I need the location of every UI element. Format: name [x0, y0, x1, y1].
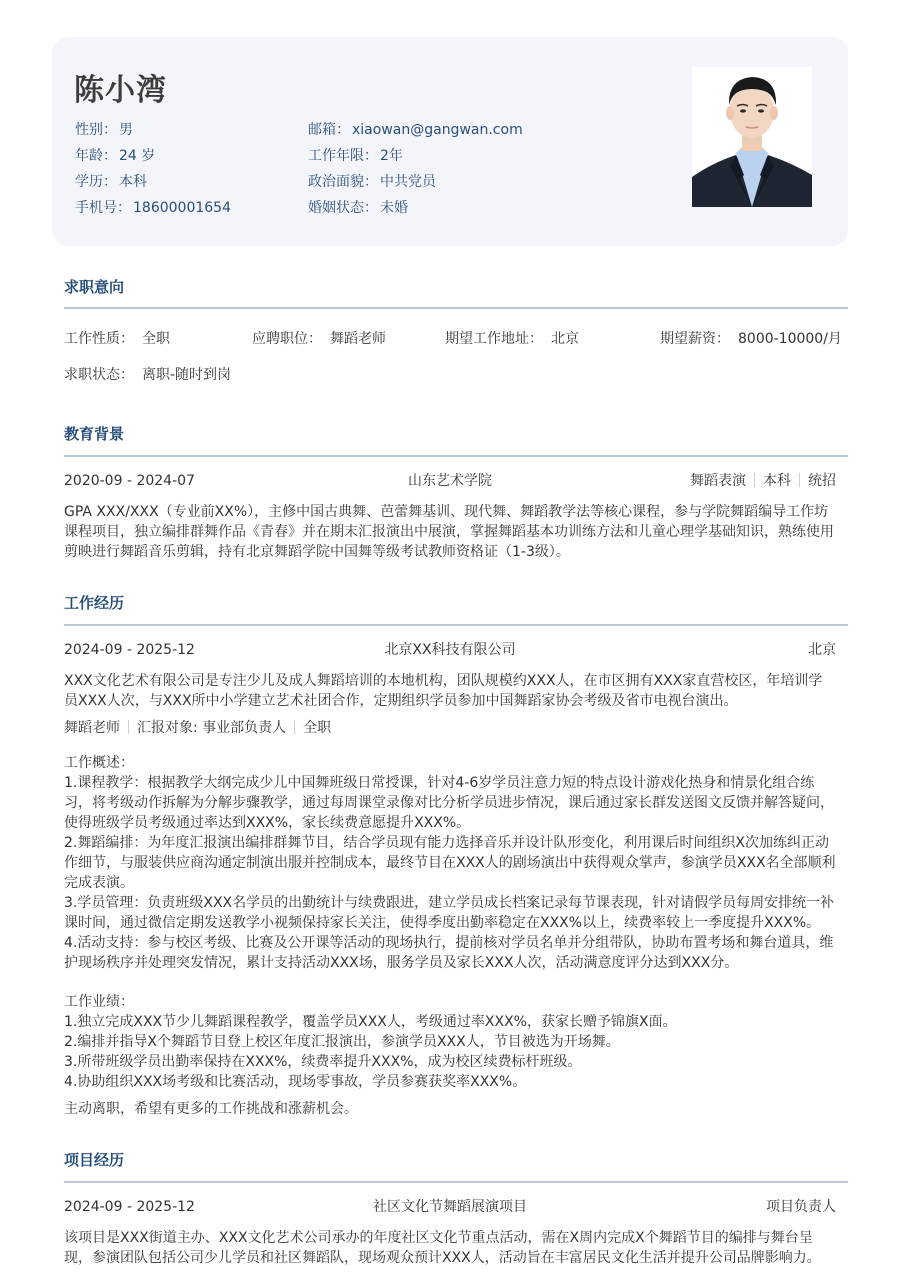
section-title: 工作经历	[64, 594, 125, 612]
education-header-row	[64, 471, 836, 491]
basic-info-right	[308, 119, 523, 223]
education-description: GPA XXX/XXX（专业前XX%），主修中国古典舞、芭蕾舞基训、现代舞、舞蹈教学法等核心课程，参与学院舞蹈编导工作坊课程项目，独立编排群舞作品《青春》并在期末汇报演出中展演，掌握舞蹈基本功训练方法和儿童心理学基础知识，熟练使用剪映进行舞蹈音乐剪辑，持有北京舞蹈学院中国舞等级考试教师资格证（1-3级）。	[64, 504, 834, 560]
info-label: 婚姻状态：	[308, 200, 378, 216]
intent-label: 期望工作地址：	[445, 331, 543, 347]
intent-value: 全职	[142, 331, 170, 347]
info-label: 学历：	[75, 174, 117, 190]
education-degree: 本科	[763, 473, 791, 489]
work-role: 舞蹈老师	[64, 720, 120, 736]
education-school: 山东艺术学院	[408, 473, 492, 489]
project-period: 2024-09 - 2025-12	[64, 1199, 195, 1215]
info-value: xiaowan@gangwan.com	[352, 122, 523, 138]
intent-position	[252, 329, 386, 349]
intent-salary	[660, 329, 842, 349]
info-value: 2年	[380, 148, 403, 164]
work-overview-item: 3.学员管理：负责班级XXX名学员的出勤统计与续费跟进，建立学员成长档案记录每节课表现，针对请假学员每周安排统一补课时间，通过微信定期发送教学小视频保持家长关注，使得季度出勤率稳定在XXX%以上，续费率较上一季度提升XXX%。	[64, 895, 835, 931]
intent-location	[445, 329, 579, 349]
section-title: 求职意向	[64, 278, 125, 296]
work-overview-item: 1.课程教学：根据教学大纲完成少儿中国舞班级日常授课，针对4-6岁学员注意力短的特点设计游戏化热身和情景化组合练习，将考级动作拆解为分解步骤教学，通过每周课堂录像对比分析学员进步情况，课后通过家长群发送图文反馈并解答疑问，使得班级学员考级通过率达到XXX%，家长续费意愿提升XXX%。	[64, 775, 834, 831]
work-achievement-item: 3.所带班级学员出勤率保持在XXX%，续费率提升XXX%，成为校区续费标杆班级。	[64, 1054, 582, 1070]
work-achievements	[64, 992, 836, 1092]
profile-header-card	[52, 37, 848, 246]
project-role: 项目负责人	[766, 1199, 836, 1215]
tag-separator	[799, 473, 800, 487]
work-header-row	[64, 640, 836, 660]
section-divider	[64, 455, 848, 457]
info-political-status	[308, 171, 523, 197]
tag-separator	[128, 720, 129, 734]
info-value: 未婚	[380, 200, 408, 216]
info-label: 邮箱：	[308, 122, 350, 138]
info-label: 年龄：	[75, 148, 117, 164]
work-overview-title: 工作概述：	[64, 755, 134, 771]
intent-value: 北京	[551, 331, 579, 347]
work-company: 北京XX科技有限公司	[384, 642, 516, 658]
intent-label: 期望薪资：	[660, 331, 730, 347]
info-label: 政治面貌：	[308, 174, 378, 190]
project-header-row	[64, 1197, 836, 1217]
intent-value: 舞蹈老师	[330, 331, 386, 347]
section-project-experience	[64, 1149, 848, 1266]
work-achievement-item: 2.编排并指导X个舞蹈节目登上校区年度汇报演出，参演学员XXX人，节目被选为开场舞。	[64, 1034, 620, 1050]
work-overview	[64, 753, 836, 973]
section-title: 教育背景	[64, 425, 125, 443]
work-overview-item: 2.舞蹈编排：为年度汇报演出编排群舞节目，结合学员现有能力选择音乐并设计队形变化，利用课后时间组织X次加练纠正动作细节，与服装供应商沟通定制演出服并控制成本，最终节目在XXX人的剧场演出中获得观众掌声，参演学员XXX名全部顺利完成表演。	[64, 835, 836, 891]
candidate-name: 陈小湾	[74, 73, 167, 108]
section-divider	[64, 307, 848, 309]
info-label: 性别：	[75, 122, 117, 138]
info-value: 18600001654	[133, 200, 231, 216]
intent-value: 离职-随时到岗	[142, 367, 232, 383]
tag-separator	[294, 720, 295, 734]
work-company-intro: XXX文化艺术有限公司是专注少儿及成人舞蹈培训的本地机构，团队规模约XXX人，在市区拥有XXX家直营校区，年培训学员XXX人次，与XXX所中小学建立艺术社团合作，定期组织学员参加中国舞蹈家协会考级及省市电视台演出。	[64, 673, 823, 709]
info-label: 工作年限：	[308, 148, 378, 164]
profile-photo	[692, 67, 812, 207]
info-phone	[75, 197, 231, 223]
project-description: 该项目是XXX街道主办、XXX文化艺术公司承办的年度社区文化节重点活动，需在X周内完成X个舞蹈节目的编排与舞台呈现，参演团队包括公司少儿学员和社区舞蹈队，现场观众预计XXX人，活动旨在丰富居民文化生活并提升公司品牌影响力。	[64, 1230, 821, 1266]
info-marital-status	[308, 197, 523, 223]
person-portrait-icon	[692, 67, 812, 207]
info-value: 本科	[119, 174, 147, 190]
basic-info-left	[75, 119, 231, 223]
education-major: 舞蹈表演	[690, 473, 746, 489]
intent-work-type	[64, 329, 170, 349]
info-label: 手机号：	[75, 200, 131, 216]
intent-label: 工作性质：	[64, 331, 134, 347]
work-tags	[64, 718, 836, 738]
info-age	[75, 145, 231, 171]
work-employment-type: 全职	[303, 720, 332, 736]
work-achievement-item: 4.协助组织XXX场考级和比赛活动，现场零事故，学员参赛获奖率XXX%。	[64, 1074, 527, 1090]
work-period: 2024-09 - 2025-12	[64, 642, 195, 658]
intent-label: 求职状态：	[64, 367, 134, 383]
work-leave-reason: 主动离职，希望有更多的工作挑战和涨薪机会。	[64, 1101, 358, 1117]
info-gender	[75, 119, 231, 145]
work-report-to: 汇报对象: 事业部负责人	[137, 720, 287, 736]
intent-value: 8000-10000/月	[738, 331, 842, 347]
education-enrollment-type: 统招	[808, 473, 836, 489]
work-location: 北京	[808, 642, 836, 658]
work-overview-item: 4.活动支持：参与校区考级、比赛及公开课等活动的现场执行，提前核对学员名单并分组带队，协助布置考场和舞台道具，维护现场秩序并处理突发情况，累计支持活动XXX场，服务学员及家长XXX人次，活动满意度评分达到XXX分。	[64, 935, 834, 971]
intent-status	[64, 365, 231, 385]
info-value: 男	[119, 122, 133, 138]
section-job-intent	[64, 276, 848, 383]
section-divider	[64, 624, 848, 626]
education-period: 2020-09 - 2024-07	[64, 473, 195, 489]
work-achievements-title: 工作业绩：	[64, 994, 134, 1010]
info-education	[75, 171, 231, 197]
info-value: 中共党员	[380, 174, 436, 190]
intent-label: 应聘职位：	[252, 331, 322, 347]
info-email	[308, 119, 523, 145]
info-work-years	[308, 145, 523, 171]
section-education	[64, 423, 848, 560]
section-work-experience	[64, 592, 848, 1117]
section-title: 项目经历	[64, 1151, 125, 1169]
education-tags	[690, 471, 836, 491]
info-value: 24 岁	[119, 148, 156, 164]
section-divider	[64, 1181, 848, 1183]
project-name: 社区文化节舞蹈展演项目	[373, 1199, 527, 1215]
work-achievement-item: 1.独立完成XXX节少儿舞蹈课程教学，覆盖学员XXX人，考级通过率XXX%，获家长赠予锦旗X面。	[64, 1014, 677, 1030]
tag-separator	[754, 473, 755, 487]
